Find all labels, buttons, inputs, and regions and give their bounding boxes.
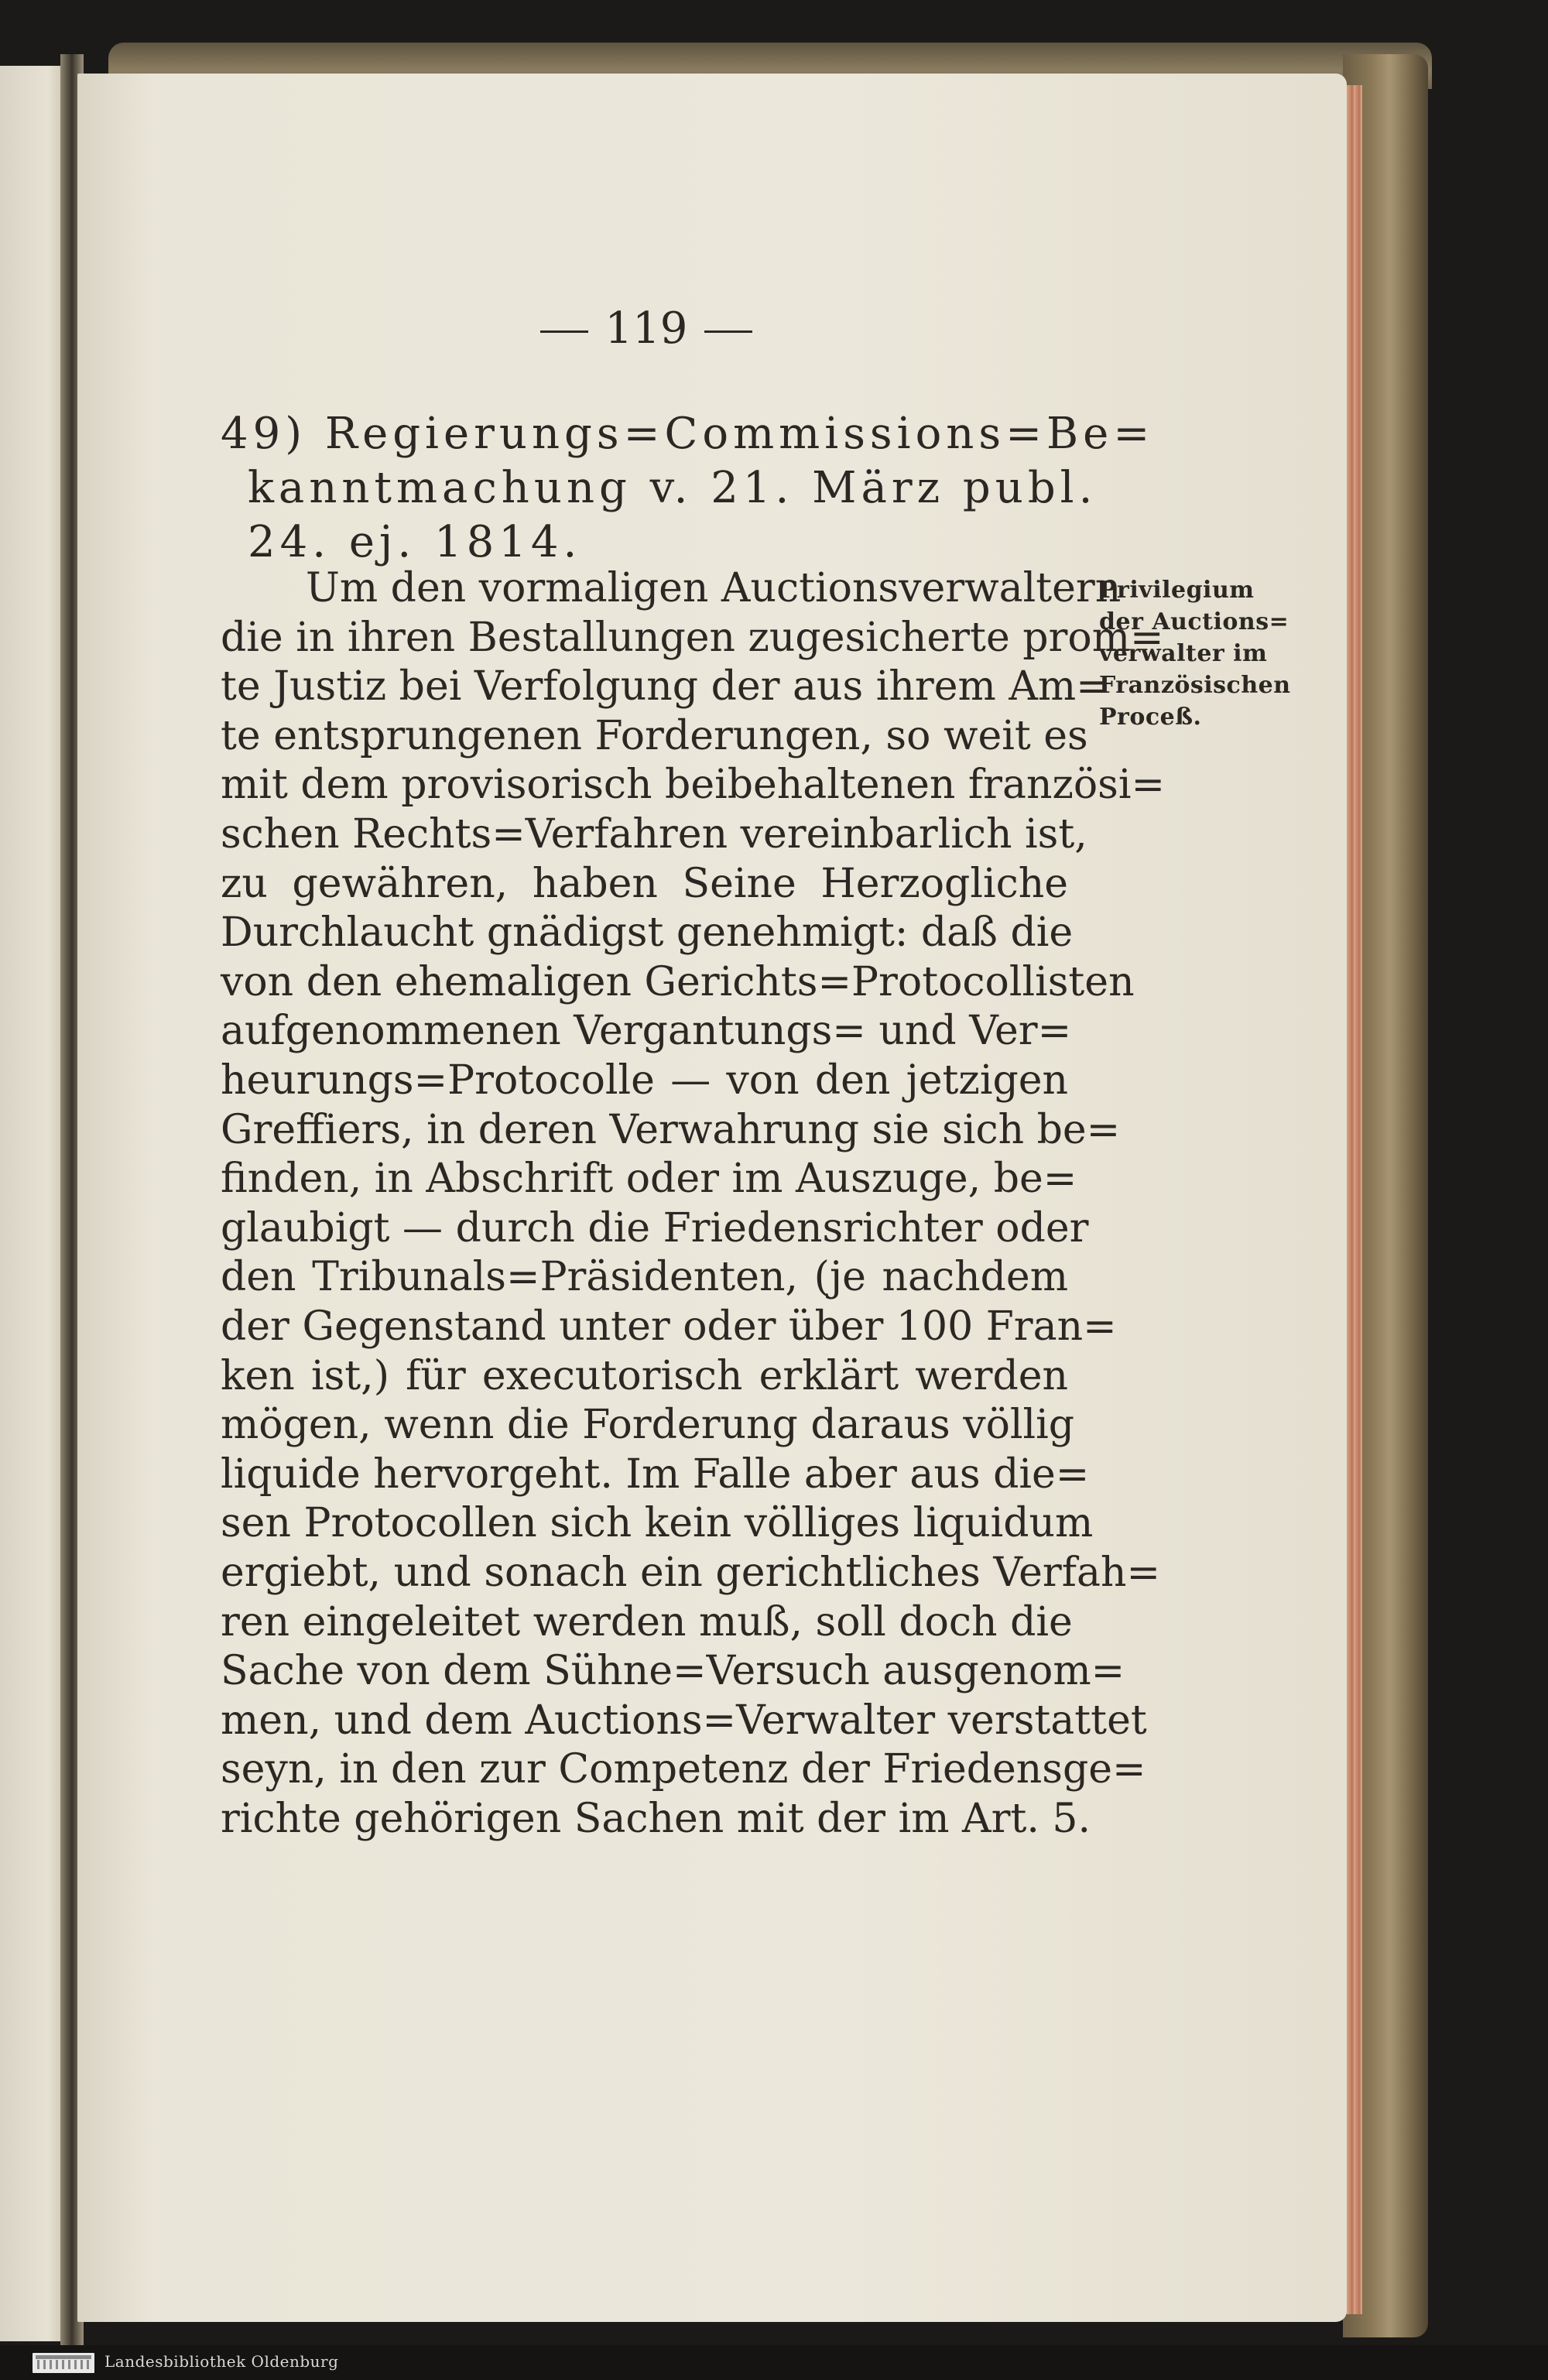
body-line: te entsprungenen Forderungen, so weit es (221, 713, 1088, 759)
body-line: der Gegenstand unter oder über 100 Fran= (221, 1303, 1117, 1350)
body-line: Greffiers, in deren Verwahrung sie sich be= (221, 1107, 1121, 1153)
heading-line: 24. ej. 1814. (248, 517, 582, 567)
margin-note-line: Proceß. (1099, 704, 1202, 731)
previous-page-edge (0, 66, 68, 2341)
dash-left (540, 330, 588, 333)
heading-line: 49) Regierungs=Commissions=Be= (221, 409, 1155, 459)
margin-note-line: verwalter im (1099, 640, 1268, 667)
body-line: finden, in Abschrift oder im Auszuge, be= (221, 1156, 1077, 1202)
body-line: heurungs=Protocolle — von den jetzigen (221, 1057, 1068, 1104)
body-line: mögen, wenn die Forderung daraus völlig (221, 1402, 1075, 1448)
body-line: den Tribunals=Präsidenten, (je nachdem (221, 1254, 1068, 1300)
library-logo-icon (33, 2353, 94, 2373)
body-line: te Justiz bei Verfolgung der aus ihrem Am= (221, 663, 1110, 710)
body-line: glaubigt — durch die Friedensrichter oder (221, 1205, 1089, 1252)
body-line: zu gewähren, haben Seine Herzogliche (221, 861, 1068, 907)
body-line: Sache von dem Sühne=Versuch ausgenom= (221, 1648, 1125, 1694)
body-line: aufgenommenen Vergantungs= und Ver= (221, 1008, 1072, 1054)
body-line: die in ihren Bestallungen zugesicherte prom= (221, 615, 1164, 661)
body-line: mit dem provisorisch beibehaltenen französi= (221, 762, 1166, 808)
body-line: seyn, in den zur Competenz der Friedensge= (221, 1746, 1146, 1793)
heading-line: kanntmachung v. 21. März publ. (248, 463, 1098, 513)
page-number (519, 303, 774, 354)
margin-note-line: Französischen (1099, 672, 1291, 699)
body-line: men, und dem Auctions=Verwalter verstattet (221, 1697, 1147, 1744)
body-line: Um den vormaligen Auctionsverwaltern (306, 565, 1122, 611)
body-line: ergiebt, und sonach ein gerichtliches Verfah= (221, 1550, 1161, 1596)
margin-note-line: der Auctions= (1099, 608, 1289, 635)
body-line: schen Rechts=Verfahren vereinbarlich ist, (221, 811, 1087, 858)
body-line: ken ist,) für executorisch erklärt werden (221, 1353, 1068, 1399)
body-line: Durchlaucht gnädigst genehmigt: daß die (221, 909, 1074, 956)
body-line: liquide hervorgeht. Im Falle aber aus die= (221, 1451, 1090, 1498)
body-line: von den ehemaligen Gerichts=Protocollisten (221, 959, 1135, 1005)
library-name: Landesbibliothek Oldenburg (104, 2352, 339, 2371)
body-line: richte gehörigen Sachen mit der im Art. 5. (221, 1796, 1091, 1842)
body-line: sen Protocollen sich kein völliges liquidum (221, 1500, 1094, 1546)
margin-note-line: Privilegium (1099, 577, 1255, 604)
page-number-text: 119 (604, 303, 688, 354)
body-line: ren eingeleitet werden muß, soll doch die (221, 1599, 1073, 1645)
dash-right (704, 330, 752, 333)
